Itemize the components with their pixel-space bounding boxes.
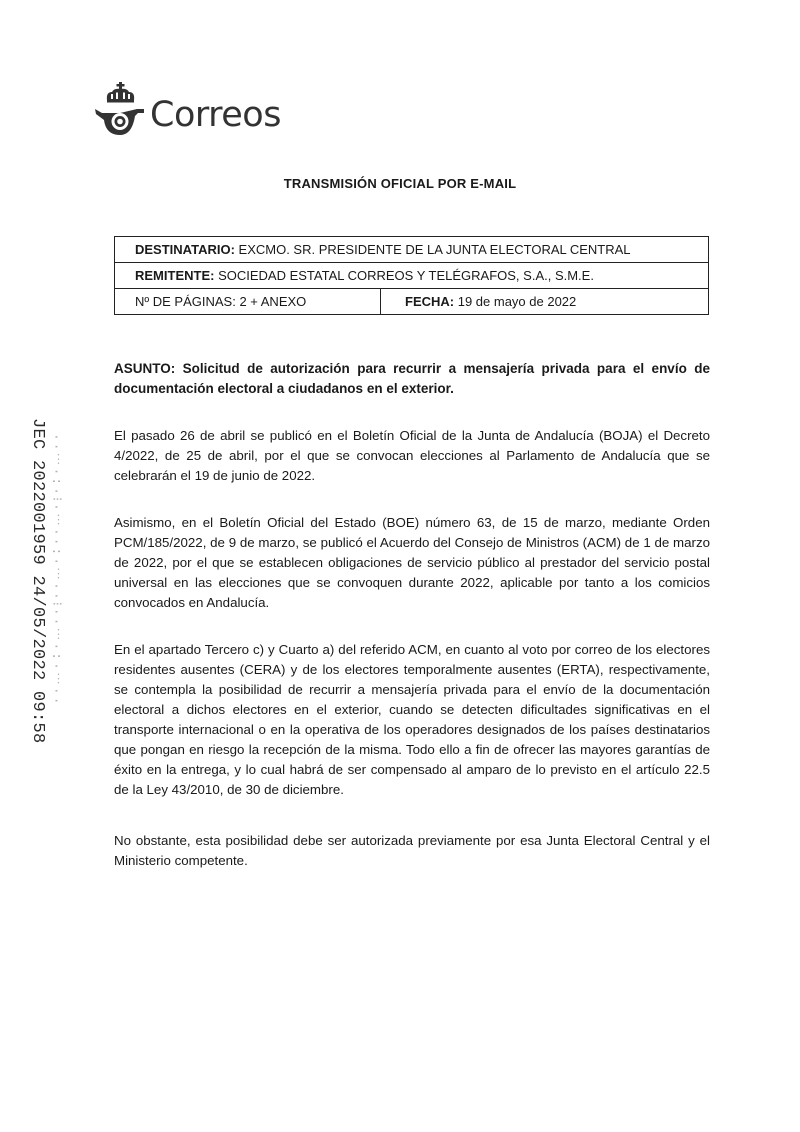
- header-row-remitente: [115, 263, 709, 289]
- paragraph-3: En el apartado Tercero c) y Cuarto a) del referido ACM, en cuanto al voto por correo de los electores residentes ausentes (CERA) y de los electores temporalmente ausentes (ERTA), respectivamente, se contempla la posibilidad de recurrir a mensajería privada para el envío de la documentación electoral a dichos electores en el exterior, cuando se detecten dificultades significativas en el transporte internacional o en la operativa de los operadores designados de los países destinatarios que pongan en riesgo la recepción de la misma. Todo ello a fin de ofrecer las mayores garantías de éxito en la entrega, y lo cual habrá de ser compensado al amparo de lo previsto en el artículo 22.5 de la Ley 43/2010, de 30 de diciembre.: [114, 642, 710, 797]
- remitente-cell: [115, 263, 709, 289]
- correos-logo: [92, 80, 332, 142]
- fecha-value: 19 de mayo de 2022: [454, 294, 577, 309]
- destinatario-cell: [115, 237, 709, 263]
- destinatario-label: DESTINATARIO:: [135, 242, 235, 257]
- fecha-cell: [381, 289, 709, 315]
- header-row-destinatario: [115, 237, 709, 263]
- registry-stamp-text: JEC 2022001959 24/05/2022 09:58: [28, 418, 47, 744]
- header-table: [114, 236, 709, 315]
- document-title: TRANSMISIÓN OFICIAL POR E-MAIL: [283, 176, 517, 191]
- paragraph-2: Asimismo, en el Boletín Oficial del Estado (BOE) número 63, de 15 de marzo, mediante Orden PCM/185/2022, de 9 de marzo, se publicó el Acuerdo del Consejo de Ministros (ACM) de 1 de marzo de 2022, por el que se establecen obligaciones de servicio público al prestador del servicio postal universal en las elecciones que se convoquen durante 2022, aplicable por tanto a los comicios convocados en Andalucía.: [114, 515, 710, 610]
- header-row-paginas-fecha: [115, 289, 709, 315]
- remitente-value: SOCIEDAD ESTATAL CORREOS Y TELÉGRAFOS, S.A., S.M.E.: [214, 268, 594, 283]
- paragraph-4: No obstante, esta posibilidad debe ser autorizada previamente por esa Junta Electoral Central y el Ministerio competente.: [114, 833, 710, 868]
- fecha-label: FECHA:: [405, 294, 455, 309]
- correos-horn-crown-icon: [92, 80, 152, 142]
- destinatario-value: EXCMO. SR. PRESIDENTE DE LA JUNTA ELECTORAL CENTRAL: [234, 242, 631, 257]
- paginas-cell: Nº DE PÁGINAS: 2 + ANEXO: [115, 289, 381, 315]
- registry-stamp-bleed: ··︙·:·⁝·︙··:·︙··⁝··︙·:·︙··: [49, 433, 64, 707]
- paragraph-1: El pasado 26 de abril se publicó en el Boletín Oficial de la Junta de Andalucía (BOJA) el Decreto 4/2022, de 25 de abril, por el que se convocan elecciones al Parlamento de Andalucía que se celebrarán el 19 de junio de 2022.: [114, 428, 710, 483]
- correos-logo-text: Correos: [150, 95, 281, 135]
- remitente-label: REMITENTE:: [135, 268, 215, 283]
- subject-line: ASUNTO: Solicitud de autorización para recurrir a mensajería privada para el envío de documentación electoral a ciudadanos en el exterior.: [114, 361, 710, 396]
- registry-stamp: [28, 418, 64, 818]
